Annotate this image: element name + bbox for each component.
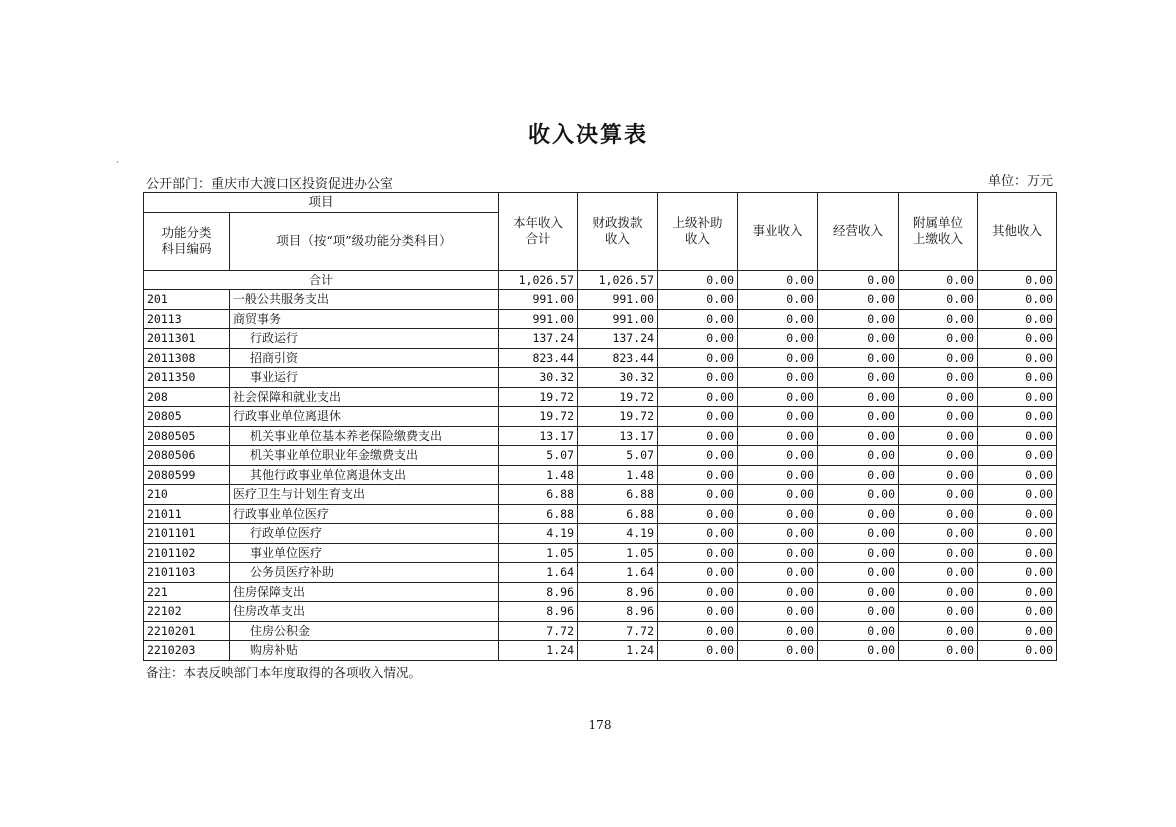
code-cell: 2210201	[144, 621, 230, 641]
value-cell: 0.00	[738, 563, 818, 583]
header-business: 事业收入	[738, 193, 818, 271]
name-cell: 行政单位医疗	[230, 524, 499, 544]
header-other: 其他收入	[978, 193, 1057, 271]
value-cell: 0.00	[658, 602, 738, 622]
value-cell: 0.00	[738, 582, 818, 602]
total-label: 合计	[144, 270, 499, 290]
value-cell: 0.00	[818, 309, 899, 329]
value-cell: 6.88	[499, 504, 578, 524]
value-cell: 8.96	[499, 602, 578, 622]
value-cell: 0.00	[658, 290, 738, 310]
value-cell: 30.32	[578, 368, 658, 388]
header-total: 本年收入合计	[499, 193, 578, 271]
value-cell: 0.00	[818, 504, 899, 524]
value-cell: 6.88	[578, 485, 658, 505]
value-cell: 0.00	[658, 387, 738, 407]
table-row	[144, 563, 1057, 583]
value-cell: 13.17	[499, 426, 578, 446]
name-cell: 机关事业单位基本养老保险缴费支出	[230, 426, 499, 446]
department-label: 公开部门：重庆市大渡口区投资促进办公室	[146, 177, 394, 192]
table-row	[144, 602, 1057, 622]
value-cell: 991.00	[578, 309, 658, 329]
name-cell: 其他行政事业单位离退休支出	[230, 465, 499, 485]
table-row	[144, 485, 1057, 505]
value-cell: 0.00	[899, 465, 978, 485]
name-cell: 住房改革支出	[230, 602, 499, 622]
header-name: 项目（按“项”级功能分类科目）	[230, 212, 499, 270]
value-cell: 0.00	[818, 641, 899, 661]
table-row	[144, 387, 1057, 407]
value-cell: 0.00	[899, 543, 978, 563]
table-row	[144, 348, 1057, 368]
total-value-cell: 0.00	[818, 270, 899, 290]
value-cell: 0.00	[978, 641, 1057, 661]
value-cell: 0.00	[978, 543, 1057, 563]
code-cell: 20805	[144, 407, 230, 427]
value-cell: 0.00	[978, 309, 1057, 329]
value-cell: 0.00	[818, 407, 899, 427]
value-cell: 0.00	[658, 348, 738, 368]
name-cell: 机关事业单位职业年金缴费支出	[230, 446, 499, 466]
value-cell: 0.00	[818, 465, 899, 485]
value-cell: 13.17	[578, 426, 658, 446]
value-cell: 0.00	[738, 602, 818, 622]
value-cell: 0.00	[818, 543, 899, 563]
table-row	[144, 290, 1057, 310]
total-value-cell: 1,026.57	[578, 270, 658, 290]
value-cell: 0.00	[978, 290, 1057, 310]
name-cell: 住房公积金	[230, 621, 499, 641]
value-cell: 0.00	[658, 543, 738, 563]
value-cell: 19.72	[499, 407, 578, 427]
value-cell: 19.72	[499, 387, 578, 407]
header-row-1	[144, 193, 1057, 213]
value-cell: 0.00	[978, 563, 1057, 583]
value-cell: 19.72	[578, 387, 658, 407]
name-cell: 行政事业单位医疗	[230, 504, 499, 524]
value-cell: 1.24	[499, 641, 578, 661]
value-cell: 137.24	[578, 329, 658, 349]
name-cell: 公务员医疗补助	[230, 563, 499, 583]
value-cell: 823.44	[578, 348, 658, 368]
value-cell: 0.00	[899, 407, 978, 427]
table-row	[144, 621, 1057, 641]
value-cell: 0.00	[818, 621, 899, 641]
value-cell: 0.00	[899, 387, 978, 407]
value-cell: 7.72	[578, 621, 658, 641]
header-affiliated: 附属单位上缴收入	[899, 193, 978, 271]
value-cell: 0.00	[899, 504, 978, 524]
value-cell: 30.32	[499, 368, 578, 388]
table-row	[144, 309, 1057, 329]
value-cell: 0.00	[738, 465, 818, 485]
value-cell: 0.00	[899, 485, 978, 505]
value-cell: 0.00	[899, 641, 978, 661]
value-cell: 0.00	[899, 621, 978, 641]
table-row	[144, 426, 1057, 446]
value-cell: 0.00	[658, 582, 738, 602]
value-cell: 0.00	[818, 485, 899, 505]
value-cell: 1.48	[499, 465, 578, 485]
value-cell: 0.00	[899, 290, 978, 310]
value-cell: 0.00	[738, 290, 818, 310]
value-cell: 0.00	[899, 524, 978, 544]
value-cell: 0.00	[738, 524, 818, 544]
value-cell: 0.00	[899, 309, 978, 329]
value-cell: 0.00	[978, 446, 1057, 466]
name-cell: 住房保障支出	[230, 582, 499, 602]
name-cell: 招商引资	[230, 348, 499, 368]
code-cell: 208	[144, 387, 230, 407]
code-cell: 2101101	[144, 524, 230, 544]
value-cell: 0.00	[738, 329, 818, 349]
value-cell: 4.19	[499, 524, 578, 544]
value-cell: 0.00	[658, 446, 738, 466]
table-row	[144, 407, 1057, 427]
code-cell: 201	[144, 290, 230, 310]
value-cell: 0.00	[658, 641, 738, 661]
value-cell: 0.00	[738, 621, 818, 641]
value-cell: 0.00	[978, 524, 1057, 544]
value-cell: 1.48	[578, 465, 658, 485]
value-cell: 0.00	[738, 446, 818, 466]
table-row	[144, 465, 1057, 485]
value-cell: 137.24	[499, 329, 578, 349]
value-cell: 0.00	[738, 426, 818, 446]
value-cell: 0.00	[899, 582, 978, 602]
value-cell: 0.00	[658, 368, 738, 388]
value-cell: 0.00	[818, 563, 899, 583]
value-cell: 0.00	[658, 563, 738, 583]
name-cell: 购房补贴	[230, 641, 499, 661]
value-cell: 4.19	[578, 524, 658, 544]
value-cell: 8.96	[578, 582, 658, 602]
value-cell: 0.00	[899, 348, 978, 368]
value-cell: 0.00	[658, 329, 738, 349]
value-cell: 0.00	[658, 485, 738, 505]
value-cell: 991.00	[499, 309, 578, 329]
value-cell: 19.72	[578, 407, 658, 427]
total-value-cell: 1,026.57	[499, 270, 578, 290]
value-cell: 0.00	[658, 309, 738, 329]
header-code: 功能分类科目编码	[144, 212, 230, 270]
table-row	[144, 524, 1057, 544]
code-cell: 2011308	[144, 348, 230, 368]
code-cell: 2210203	[144, 641, 230, 661]
value-cell: 0.00	[738, 348, 818, 368]
value-cell: 1.05	[499, 543, 578, 563]
table-row	[144, 582, 1057, 602]
unit-label: 单位：万元	[988, 174, 1054, 189]
value-cell: 5.07	[499, 446, 578, 466]
value-cell: 0.00	[978, 582, 1057, 602]
value-cell: 0.00	[978, 602, 1057, 622]
name-cell: 商贸事务	[230, 309, 499, 329]
table-row	[144, 329, 1057, 349]
income-table	[143, 192, 1057, 661]
value-cell: 0.00	[738, 485, 818, 505]
value-cell: 0.00	[738, 641, 818, 661]
total-row	[144, 270, 1057, 290]
table-row	[144, 446, 1057, 466]
value-cell: 0.00	[899, 446, 978, 466]
total-value-cell: 0.00	[738, 270, 818, 290]
value-cell: 6.88	[578, 504, 658, 524]
header-fiscal: 财政拨款收入	[578, 193, 658, 271]
table-row	[144, 543, 1057, 563]
value-cell: 1.05	[578, 543, 658, 563]
value-cell: 0.00	[818, 524, 899, 544]
value-cell: 0.00	[738, 504, 818, 524]
code-cell: 2101102	[144, 543, 230, 563]
value-cell: 991.00	[499, 290, 578, 310]
value-cell: 0.00	[738, 387, 818, 407]
value-cell: 0.00	[978, 504, 1057, 524]
value-cell: 0.00	[978, 485, 1057, 505]
value-cell: 0.00	[978, 348, 1057, 368]
code-cell: 2080505	[144, 426, 230, 446]
code-cell: 2011301	[144, 329, 230, 349]
value-cell: 0.00	[658, 407, 738, 427]
table-row	[144, 641, 1057, 661]
header-item: 项目	[144, 193, 499, 213]
value-cell: 7.72	[499, 621, 578, 641]
value-cell: 0.00	[899, 368, 978, 388]
value-cell: 0.00	[818, 368, 899, 388]
code-cell: 2080599	[144, 465, 230, 485]
value-cell: 0.00	[738, 368, 818, 388]
code-cell: 2011350	[144, 368, 230, 388]
value-cell: 0.00	[899, 329, 978, 349]
code-cell: 2101103	[144, 563, 230, 583]
header-operation: 经营收入	[818, 193, 899, 271]
value-cell: 0.00	[978, 387, 1057, 407]
value-cell: 6.88	[499, 485, 578, 505]
value-cell: 0.00	[899, 602, 978, 622]
page-number: 178	[588, 718, 612, 732]
value-cell: 0.00	[658, 465, 738, 485]
value-cell: 0.00	[978, 426, 1057, 446]
name-cell: 社会保障和就业支出	[230, 387, 499, 407]
value-cell: 823.44	[499, 348, 578, 368]
value-cell: 0.00	[818, 387, 899, 407]
total-value-cell: 0.00	[899, 270, 978, 290]
code-cell: 210	[144, 485, 230, 505]
name-cell: 一般公共服务支出	[230, 290, 499, 310]
value-cell: 0.00	[818, 602, 899, 622]
footnote: 备注：本表反映部门本年度取得的各项收入情况。	[146, 665, 422, 680]
value-cell: 0.00	[658, 426, 738, 446]
total-value-cell: 0.00	[658, 270, 738, 290]
value-cell: 1.64	[578, 563, 658, 583]
name-cell: 行政事业单位离退休	[230, 407, 499, 427]
name-cell: 事业单位医疗	[230, 543, 499, 563]
value-cell: 0.00	[978, 368, 1057, 388]
value-cell: 0.00	[978, 329, 1057, 349]
value-cell: 0.00	[978, 465, 1057, 485]
value-cell: 0.00	[818, 348, 899, 368]
value-cell: 0.00	[818, 290, 899, 310]
header-superior: 上级补助收入	[658, 193, 738, 271]
table-row	[144, 368, 1057, 388]
value-cell: 0.00	[818, 446, 899, 466]
value-cell: 0.00	[899, 426, 978, 446]
code-cell: 2080506	[144, 446, 230, 466]
value-cell: 0.00	[818, 329, 899, 349]
scan-dot: ·	[116, 158, 119, 167]
value-cell: 0.00	[738, 309, 818, 329]
value-cell: 0.00	[658, 504, 738, 524]
table-row	[144, 504, 1057, 524]
value-cell: 1.64	[499, 563, 578, 583]
value-cell: 0.00	[738, 543, 818, 563]
code-cell: 22102	[144, 602, 230, 622]
name-cell: 行政运行	[230, 329, 499, 349]
value-cell: 1.24	[578, 641, 658, 661]
name-cell: 医疗卫生与计划生育支出	[230, 485, 499, 505]
name-cell: 事业运行	[230, 368, 499, 388]
code-cell: 21011	[144, 504, 230, 524]
value-cell: 0.00	[899, 563, 978, 583]
page-title: 收入决算表	[527, 122, 648, 148]
value-cell: 0.00	[978, 621, 1057, 641]
code-cell: 221	[144, 582, 230, 602]
value-cell: 0.00	[818, 582, 899, 602]
value-cell: 8.96	[499, 582, 578, 602]
value-cell: 5.07	[578, 446, 658, 466]
value-cell: 8.96	[578, 602, 658, 622]
value-cell: 0.00	[738, 407, 818, 427]
total-value-cell: 0.00	[978, 270, 1057, 290]
code-cell: 20113	[144, 309, 230, 329]
value-cell: 0.00	[818, 426, 899, 446]
value-cell: 0.00	[978, 407, 1057, 427]
value-cell: 991.00	[578, 290, 658, 310]
value-cell: 0.00	[658, 621, 738, 641]
value-cell: 0.00	[658, 524, 738, 544]
